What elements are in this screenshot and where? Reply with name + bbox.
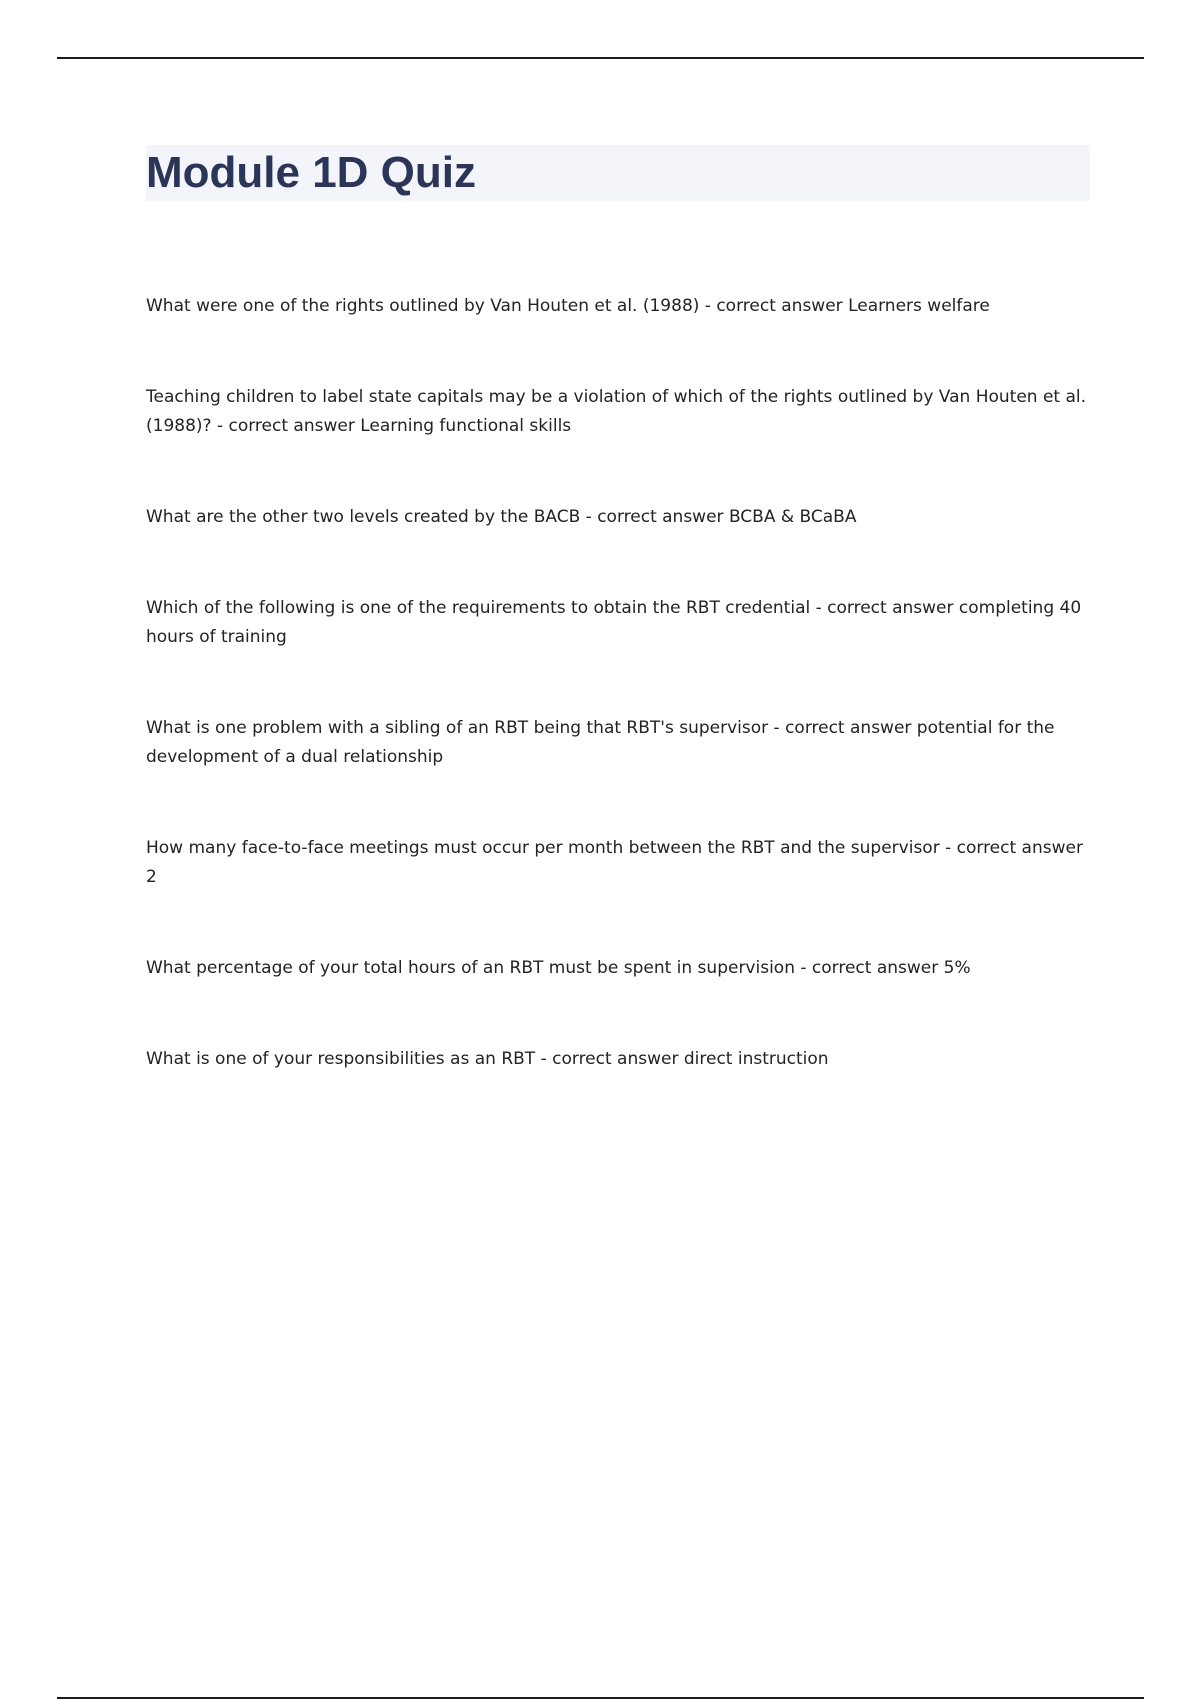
qa-item-6: How many face-to-face meetings must occur per month between the RBT and the supervisor - correct answer 2: [146, 838, 1083, 887]
qa-item-4: Which of the following is one of the requirements to obtain the RBT credential - correct answer completing 40 hours of training: [146, 598, 1082, 647]
qa-item-5: What is one problem with a sibling of an RBT being that RBT's supervisor - correct answer potential for the development of a dual relationship: [146, 718, 1055, 767]
qa-item-3: What are the other two levels created by the BACB - correct answer BCBA & BCaBA: [146, 507, 857, 527]
qa-item-1: What were one of the rights outlined by Van Houten et al. (1988) - correct answer Learners welfare: [146, 296, 990, 316]
title-banner: [146, 145, 1090, 201]
question-answer-list: [146, 292, 1091, 1136]
qa-item-2: Teaching children to label state capitals may be a violation of which of the rights outlined by Van Houten et al. (1988)? - correct answer Learning functional skills: [146, 387, 1087, 436]
qa-item-7: What percentage of your total hours of an RBT must be spent in supervision - correct answer 5%: [146, 958, 971, 978]
qa-item-8: What is one of your responsibilities as an RBT - correct answer direct instruction: [146, 1049, 829, 1069]
page-title: Module 1D Quiz: [146, 148, 476, 197]
bottom-rule: [57, 1697, 1144, 1699]
top-rule: [57, 57, 1144, 59]
